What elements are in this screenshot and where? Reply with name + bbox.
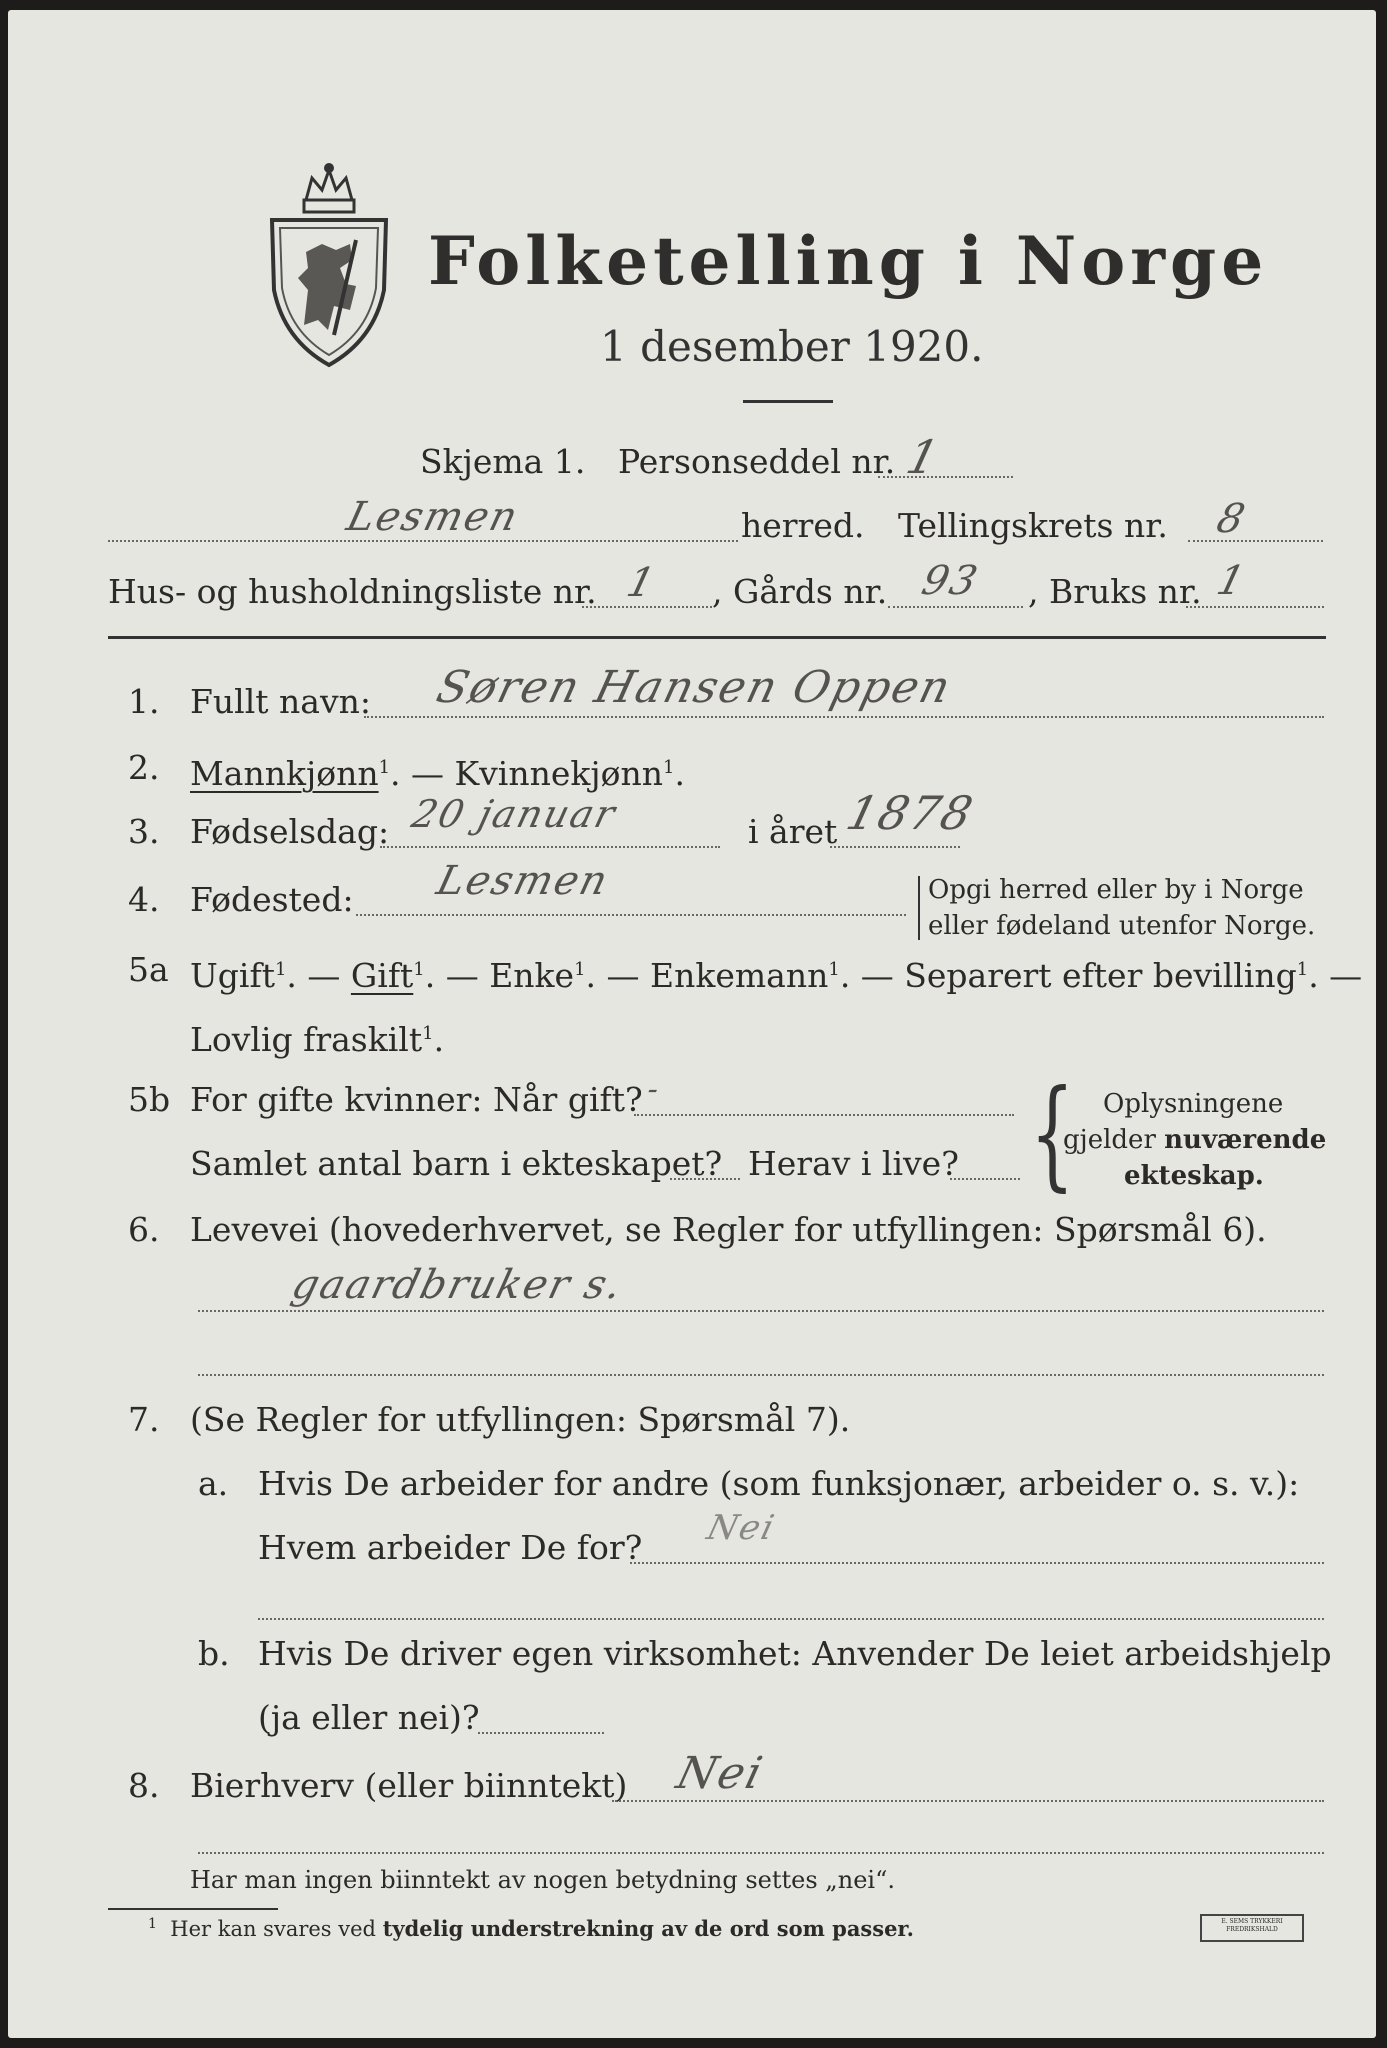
q3-birth-year-value: 1878 (841, 786, 980, 840)
q5a-separert-footnote-mark: 1 (1296, 959, 1309, 980)
q7-number: 7. (128, 1400, 160, 1439)
husholdningsliste-value: 1 (622, 560, 662, 606)
printer-stamp (1200, 1914, 1304, 1942)
q5b-number: 5b (128, 1080, 171, 1119)
q2-male-option: Mannkjønn (190, 754, 379, 793)
q5a-gift-option: Gift (350, 956, 414, 995)
q1-label: Fullt navn: (190, 682, 371, 721)
q1-field-line (364, 716, 1324, 718)
q3-year-field-line (830, 846, 960, 848)
q7b-field-line (478, 1732, 604, 1734)
q7-label: (Se Regler for utfyllingen: Spørsmål 7). (190, 1400, 851, 1439)
q2-female-footnote-mark: 1 (663, 757, 675, 778)
q5b-married-value: - (643, 1072, 665, 1107)
q2-end: . (674, 754, 685, 793)
q2-female-option: Kvinnekjønn (454, 754, 664, 793)
q2-gender-options (190, 748, 685, 794)
q5b-children-field-line (670, 1178, 740, 1180)
q6-field-line-2 (198, 1374, 1324, 1376)
census-form-sheet (8, 10, 1376, 2038)
q5a-fraskilt: Lovlig fraskilt (190, 1020, 423, 1059)
footnote-text-a: Her kan svares ved (170, 1917, 376, 1941)
q6-occupation-value: gaardbruker s. (287, 1262, 629, 1308)
form-title: Folketelling i Norge (428, 222, 1269, 300)
bruks-field-line (1186, 606, 1324, 608)
q5b-note-line-3: ekteskap. (1124, 1161, 1264, 1191)
q6-label: Levevei (hovederhvervet, se Regler for utfyllingen: Spørsmål 6). (190, 1210, 1267, 1249)
q5b-married-field-line (634, 1114, 1014, 1116)
q7a-label: Hvis De arbeider for andre (som funksjonær, arbeider o. s. v.): (258, 1464, 1300, 1503)
q5a-marital-options (190, 950, 1362, 996)
q5b-children-label: Samlet antal barn i ekteskapet? (190, 1144, 723, 1183)
q3-birthday-value: 20 januar (407, 792, 622, 836)
q4-note-line-1: Opgi herred eller by i Norge (928, 875, 1304, 905)
q8-field-line (612, 1800, 1324, 1802)
gaards-label: , Gårds nr. (712, 572, 888, 611)
q5b-alive-label: Herav i live? (748, 1144, 959, 1183)
q2-number: 2. (128, 748, 160, 787)
q8-number: 8. (128, 1766, 160, 1805)
q3-year-label: i året (748, 812, 838, 851)
q8-side-income-value: Nei (671, 1748, 769, 1799)
title-divider (743, 400, 833, 403)
gaards-value: 93 (917, 558, 984, 604)
q5b-note-brace: { (1030, 1063, 1075, 1204)
q5b-note-current: nuværende (1164, 1125, 1327, 1155)
q2-male-footnote-mark: 1 (378, 757, 391, 778)
footnote-text-b: tydelig understrekning av de ord som passer. (382, 1916, 914, 1941)
q1-number: 1. (128, 682, 160, 721)
q2-separator: . — (390, 754, 455, 793)
gaards-field-line (888, 606, 1023, 608)
q5a-number: 5a (128, 950, 169, 989)
q4-note-line-2: eller fødeland utenfor Norge. (928, 911, 1316, 941)
q4-label: Fødested: (190, 880, 354, 919)
q7b-letter: b. (198, 1634, 230, 1673)
norwegian-coat-of-arms (264, 160, 394, 370)
q7a-employer-label: Hvem arbeider De for? (258, 1528, 643, 1567)
herred-value: Lesmen (342, 494, 524, 540)
q5a-enkemann-footnote-mark: 1 (828, 959, 840, 980)
footnote-number: 1 (148, 1916, 157, 1932)
printer-stamp-text: E. SEMS TRYKKERI FREDRIKSHALD (1221, 1918, 1283, 1933)
q5b-alive-field-line (950, 1178, 1020, 1180)
tellingskrets-label: Tellingskrets nr. (898, 506, 1168, 545)
q5b-label: For gifte kvinner: Når gift? (190, 1080, 643, 1119)
q5b-note-line-2 (1063, 1124, 1326, 1156)
q5a-line-2 (190, 1014, 444, 1060)
q5a-line-end: . — (1308, 956, 1363, 995)
q4-note-bracket (918, 876, 924, 940)
q5a-separator: . — (286, 956, 351, 995)
q4-birthplace-value: Lesmen (432, 858, 614, 904)
q5b-note-gjelder: gjelder (1063, 1125, 1156, 1155)
q8-field-line-2 (198, 1852, 1324, 1854)
q5b-note-line-1: Oplysningene (1103, 1089, 1284, 1119)
q3-label: Fødselsdag: (190, 812, 390, 851)
q5a-enkemann: . — Enkemann (585, 956, 829, 995)
q5a-fraskilt-end: . (433, 1020, 445, 1059)
personseddel-label: Personseddel nr. (618, 442, 896, 481)
q5a-fraskilt-footnote-mark: 1 (422, 1023, 434, 1044)
q5a-ugift: Ugift (190, 956, 275, 995)
q5a-ugift-footnote-mark: 1 (274, 959, 287, 980)
q3-number: 3. (128, 812, 160, 851)
q4-number: 4. (128, 880, 160, 919)
q6-field-line-1 (198, 1310, 1324, 1312)
q6-number: 6. (128, 1210, 160, 1249)
herred-label: herred. (741, 506, 865, 545)
bruks-label: , Bruks nr. (1028, 572, 1202, 611)
husholdningsliste-field-line (582, 606, 712, 608)
header-divider (108, 636, 1326, 639)
q5a-enke-footnote-mark: 1 (574, 959, 586, 980)
personseddel-value: 1 (901, 430, 947, 484)
q5a-enke: . — Enke (424, 956, 575, 995)
husholdningsliste-label: Hus- og husholdningsliste nr. (108, 572, 597, 611)
schema-label: Skjema 1. (420, 442, 586, 481)
q4-field-line (356, 914, 906, 916)
no-income-note: Har man ingen biinntekt av nogen betydning settes „nei“. (190, 1866, 895, 1894)
q5a-gift-footnote-mark: 1 (413, 959, 425, 980)
q8-label: Bierhverv (eller biinntekt) (190, 1766, 628, 1805)
footnote (148, 1916, 914, 1941)
bruks-value: 1 (1212, 558, 1252, 604)
tellingskrets-field-line (1188, 540, 1323, 542)
q3-day-field-line (380, 846, 720, 848)
personseddel-field-line (878, 476, 1013, 478)
q7a-employer-field-line (630, 1562, 1324, 1564)
q7b-yes-no-label: (ja eller nei)? (258, 1698, 480, 1737)
census-date: 1 desember 1920. (600, 322, 984, 371)
herred-field-line (108, 540, 738, 542)
tellingskrets-value: 8 (1212, 496, 1252, 542)
q1-full-name-value: Søren Hansen Oppen (431, 662, 958, 713)
q7b-label: Hvis De driver egen virksomhet: Anvender De leiet arbeidshjelp (258, 1634, 1332, 1673)
footnote-divider (108, 1908, 278, 1910)
q5a-separert: . — Separert efter bevilling (839, 956, 1297, 995)
q7a-letter: a. (198, 1464, 229, 1503)
q7a-field-line-2 (258, 1618, 1324, 1620)
q7a-employer-value: Nei (703, 1508, 780, 1548)
